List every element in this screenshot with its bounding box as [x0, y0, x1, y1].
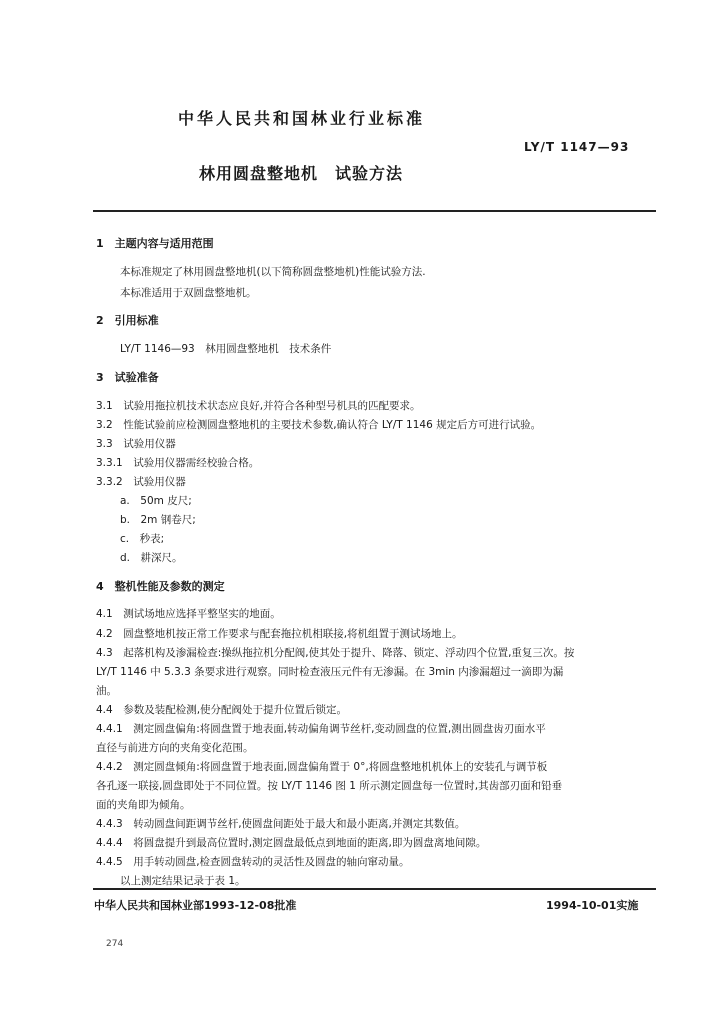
top-divider	[93, 210, 656, 212]
section-1-para-2: 本标准适用于双圆盘整地机。	[120, 287, 257, 299]
effective-date: 1994-10-01实施	[546, 899, 639, 912]
section-2-reference: LY/T 1146—93 林用圆盘整地机 技术条件	[120, 343, 332, 355]
section-3-title: 3 试验准备	[96, 371, 159, 384]
clause-4-4: 4.4 参数及装配检测,使分配阀处于提升位置后锁定。	[96, 704, 348, 716]
clause-4-4-2-line-3: 面的夹角即为倾角。	[96, 799, 191, 811]
clause-4-2: 4.2 圆盘整地机按正常工作要求与配套拖拉机相联接,将机组置于测试场地上。	[96, 628, 463, 640]
section-2-title: 2 引用标准	[96, 314, 159, 327]
instrument-item-a: a. 50m 皮尺;	[120, 495, 192, 507]
instrument-item-b: b. 2m 钢卷尺;	[120, 514, 196, 526]
clause-4-4-2-line-1: 4.4.2 测定圆盘倾角:将圆盘置于地表面,圆盘偏角置于 0°,将圆盘整地机机体上的安装孔与调节板	[96, 761, 548, 773]
standard-title: 中华人民共和国林业行业标准	[178, 109, 426, 128]
clause-3-3-2: 3.3.2 试验用仪器	[96, 476, 186, 488]
clause-4-4-5: 4.4.5 用手转动圆盘,检查圆盘转动的灵活性及圆盘的轴向窜动量。	[96, 856, 410, 868]
instrument-item-d: d. 耕深尺。	[120, 552, 183, 564]
clause-4-3-line-3: 油。	[96, 685, 117, 697]
section-1-para-1: 本标准规定了林用圆盘整地机(以下简称圆盘整地机)性能试验方法.	[120, 266, 426, 278]
instrument-item-c: c. 秒表;	[120, 533, 165, 545]
clause-3-1: 3.1 试验用拖拉机技术状态应良好,并符合各种型号机具的匹配要求。	[96, 400, 421, 412]
standard-code: LY/T 1147—93	[524, 140, 630, 154]
clause-4-4-2-line-2: 各孔逐一联接,圆盘即处于不同位置。按 LY/T 1146 图 1 所示测定圆盘每一位置时,其齿部刃面和铅垂	[96, 780, 563, 792]
clause-4-1: 4.1 测试场地应选择平整坚实的地面。	[96, 608, 281, 620]
page-number: 274	[106, 939, 124, 949]
clause-4-4-1-line-2: 直径与前进方向的夹角变化范围。	[96, 742, 254, 754]
clause-4-4-1-line-1: 4.4.1 测定圆盘偏角:将圆盘置于地表面,转动偏角调节丝杆,变动圆盘的位置,测出圆盘齿刃面水平	[96, 723, 546, 735]
section-1-title: 1 主题内容与适用范围	[96, 237, 214, 250]
section-4-title: 4 整机性能及参数的测定	[96, 580, 225, 593]
clause-3-3: 3.3 试验用仪器	[96, 438, 176, 450]
section-4-closing: 以上测定结果记录于表 1。	[120, 875, 246, 887]
clause-4-4-3: 4.4.3 转动圆盘间距调节丝杆,使圆盘间距处于最大和最小距离,并测定其数值。	[96, 818, 466, 830]
clause-3-3-1: 3.3.1 试验用仪器需经校验合格。	[96, 457, 260, 469]
document-title: 林用圆盘整地机 试验方法	[199, 164, 404, 183]
bottom-divider	[93, 888, 656, 890]
clause-4-4-4: 4.4.4 将圆盘提升到最高位置时,测定圆盘最低点到地面的距离,即为圆盘离地间隙。	[96, 837, 487, 849]
clause-4-3-line-1: 4.3 起落机构及渗漏检查:操纵拖拉机分配阀,使其处于提升、降落、锁定、浮动四个位置,重复三次。按	[96, 647, 575, 659]
approval-note: 中华人民共和国林业部1993-12-08批准	[94, 899, 297, 912]
clause-3-2: 3.2 性能试验前应检测圆盘整地机的主要技术参数,确认符合 LY/T 1146 规定后方可进行试验。	[96, 419, 542, 431]
clause-4-3-line-2: LY/T 1146 中 5.3.3 条要求进行观察。同时检查液压元件有无渗漏。在 3min 内渗漏超过一滴即为漏	[96, 666, 564, 678]
